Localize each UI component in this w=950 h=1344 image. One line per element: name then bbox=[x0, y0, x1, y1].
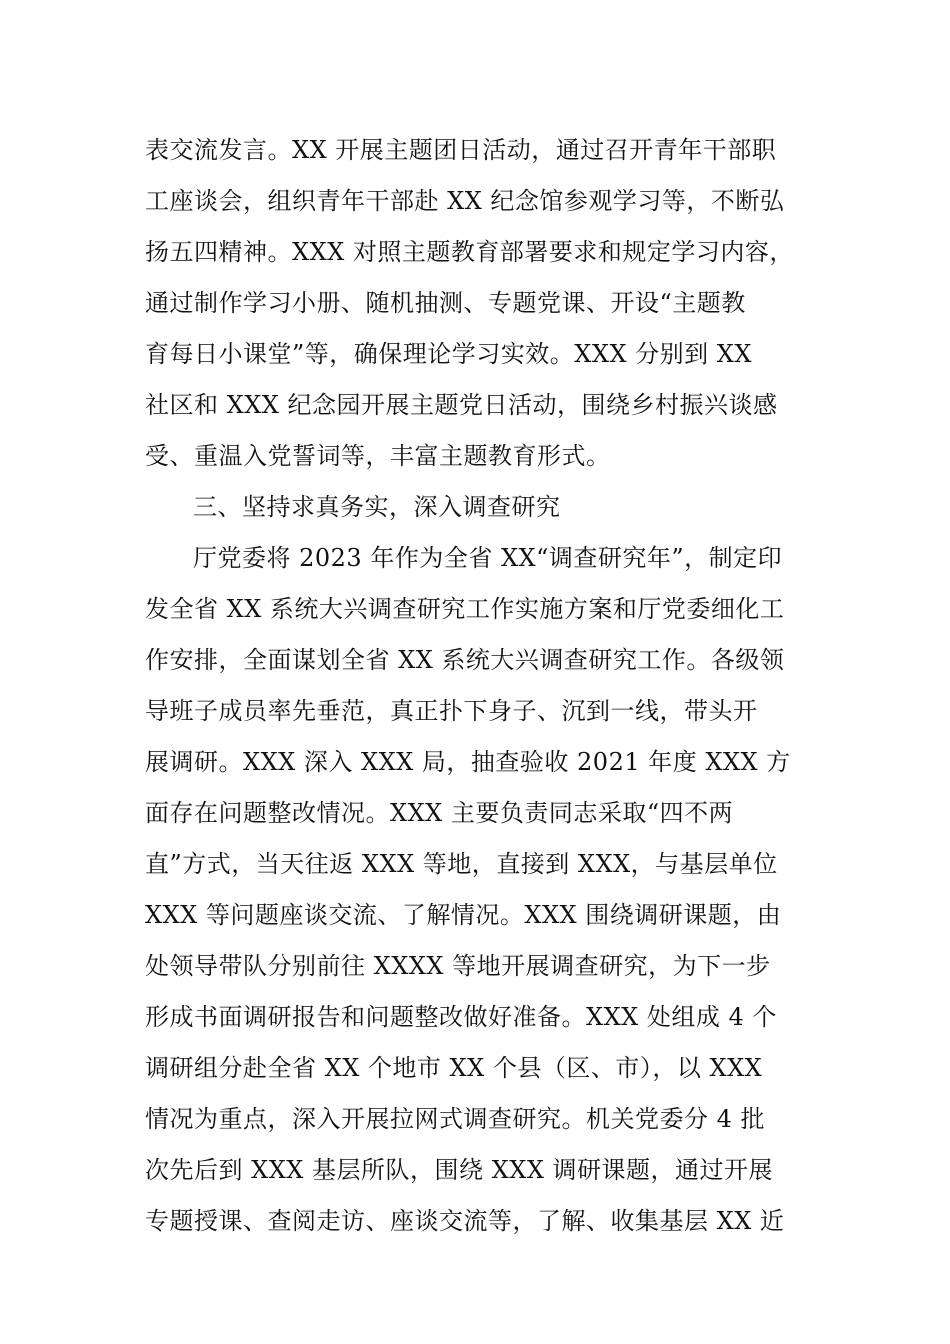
paragraph-line: 工座谈会，组织青年干部赴 XX 纪念馆参观学习等，不断弘 bbox=[145, 187, 785, 215]
paragraph-line: 扬五四精神。XXX 对照主题教育部署要求和规定学习内容， bbox=[145, 238, 794, 266]
paragraph-line: 导班子成员率先垂范，真正扑下身子、沉到一线，带头开 bbox=[145, 697, 758, 725]
paragraph-line: 育每日小课堂”等，确保理论学习实效。XXX 分别到 XX bbox=[145, 340, 752, 368]
paragraph-line: 处领导带队分别前往 XXXX 等地开展调查研究，为下一步 bbox=[145, 952, 771, 980]
paragraph-line: 情况为重点，深入开展拉网式调查研究。机关党委分 4 批 bbox=[145, 1105, 766, 1133]
paragraph-line: 形成书面调研报告和问题整改做好准备。XXX 处组成 4 个 bbox=[145, 1003, 777, 1031]
paragraph-line: 调研组分赴全省 XX 个地市 XX 个县（区、市），以 XXX bbox=[145, 1054, 763, 1082]
paragraph-line: 表交流发言。XX 开展主题团日活动，通过召开青年干部职 bbox=[145, 136, 777, 164]
paragraph-line: 专题授课、查阅走访、座谈交流等，了解、收集基层 XX 近 bbox=[145, 1207, 785, 1235]
section-heading: 三、坚持求真务实，深入调查研究 bbox=[193, 493, 561, 521]
paragraph-line: 厅党委将 2023 年作为全省 XX“调查研究年”，制定印 bbox=[193, 544, 783, 572]
paragraph-line: 展调研。XXX 深入 XXX 局，抽查验收 2021 年度 XXX 方 bbox=[145, 748, 791, 776]
paragraph-line: 次先后到 XXX 基层所队，围绕 XXX 调研课题，通过开展 bbox=[145, 1156, 774, 1184]
paragraph-line: 通过制作学习小册、随机抽测、专题党课、开设“主题教 bbox=[145, 289, 746, 317]
paragraph-line: 面存在问题整改情况。XXX 主要负责同志采取“四不两 bbox=[145, 799, 734, 827]
paragraph-line: XXX 等问题座谈交流、了解情况。XXX 围绕调研课题，由 bbox=[145, 901, 782, 929]
paragraph-line: 发全省 XX 系统大兴调查研究工作实施方案和厅党委细化工 bbox=[145, 595, 785, 623]
paragraph-line: 社区和 XXX 纪念园开展主题党日活动，围绕乡村振兴谈感 bbox=[145, 391, 778, 419]
paragraph-line: 作安排，全面谋划全省 XX 系统大兴调查研究工作。各级领 bbox=[145, 646, 785, 674]
paragraph-line: 直”方式，当天往返 XXX 等地，直接到 XXX，与基层单位 bbox=[145, 850, 778, 878]
paragraph-line: 受、重温入党誓词等，丰富主题教育形式。 bbox=[145, 442, 611, 470]
